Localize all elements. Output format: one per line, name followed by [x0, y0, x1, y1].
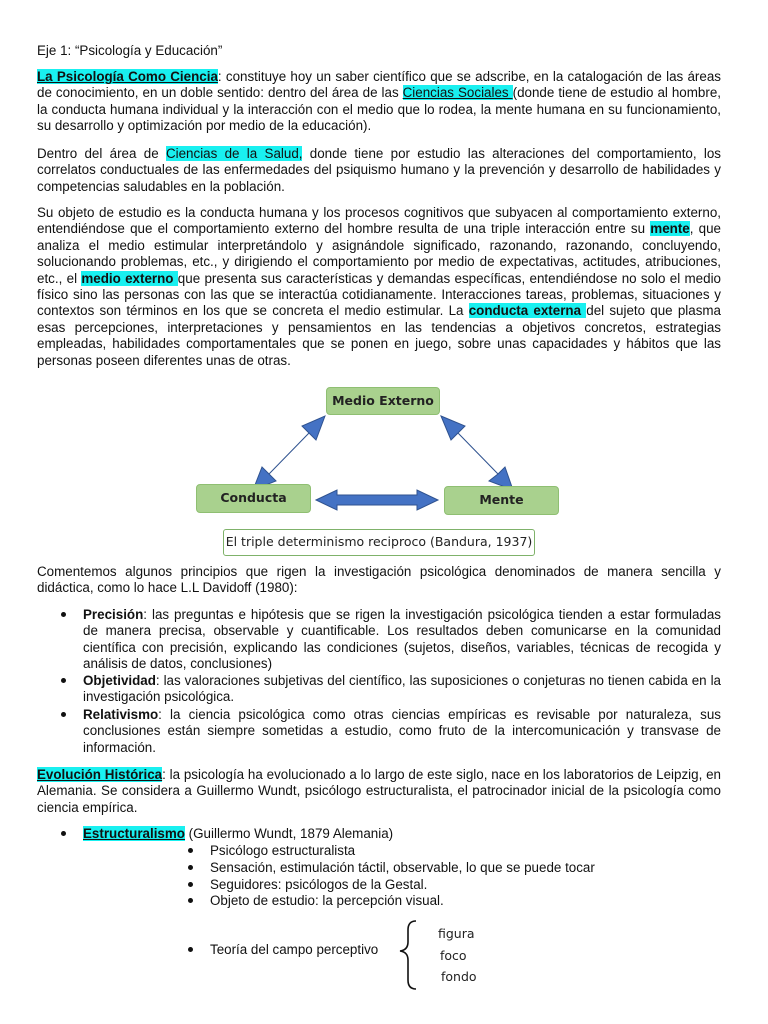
principle-term: Precisión — [83, 607, 144, 622]
sub-item-text: Sensación, estimulación táctil, observable, lo que se puede tocar — [210, 860, 595, 875]
paragraph-text: : constituye hoy un saber científico que se adscribe, en la catalogación de las áreas de conocimiento, en un doble sentido: dentro del área de las — [37, 69, 721, 101]
bullet-icon — [61, 612, 66, 617]
paragraph-text: donde tiene por estudio las alteraciones del comportamiento, los correlatos conductuales de las enfermedades del psiquismo humano y la prevención y desarrollo de habilidades y competencias saludables en la población. — [37, 146, 721, 194]
brace-item-foco: foco — [440, 948, 467, 963]
page-heading: Eje 1: “Psicología y Educación” — [37, 43, 223, 58]
arrow-conducta-medio — [253, 416, 325, 490]
sub-item-text: Psicólogo estructuralista — [210, 843, 356, 858]
principle-text: : la ciencia psicológica como otras ciencias empíricas es revisable por naturaleza, sus conclusiones están siempre sometidas a estudio, como fruto de la intercomunicación y transvase de información. — [83, 707, 721, 755]
brace-item-fondo: fondo — [441, 969, 477, 984]
node-medio-externo: Medio Externo — [326, 387, 440, 415]
sub-item-theory — [210, 942, 378, 958]
term-mente: mente — [650, 221, 690, 237]
paragraph-evolucion — [37, 767, 721, 816]
sub-item — [210, 860, 595, 876]
bullet-icon — [188, 898, 193, 903]
paragraph-text: que presenta sus características y demandas específicas, entendiéndose no solo el medio físico sino las personas con las que se interactúa cotidianamente. Interacciones tareas, problemas, situaciones y contextos son términos en los que se concreta el medio estimular. La — [37, 270, 722, 319]
paragraph-text: Dentro del área de — [37, 146, 166, 161]
sub-item — [210, 877, 427, 893]
paragraph-text: , que analiza el medio estimular interpretándolo y asignándole significado, razonando, razonando, concluyendo, solucionando problemas, etc., y dirigiendo el comportamiento por medio de expectativas, actitudes, atribuciones, etc., el — [37, 221, 721, 286]
term-ciencias-salud: Ciencias de la Salud, — [165, 146, 303, 161]
term-psicologia-ciencia: La Psicología Como Ciencia — [37, 69, 218, 84]
bullet-icon — [188, 947, 193, 952]
estructuralismo-item — [83, 826, 721, 842]
term-medio-externo: medio externo — [81, 270, 178, 286]
sub-item — [210, 893, 444, 909]
paragraph-principios: Comentemos algunos principios que rigen la investigación psicológica denominados de manera sencilla y didáctica, como lo hace L.L Davidoff (1980): — [37, 564, 721, 596]
paragraph-text: Su objeto de estudio es la conducta humana y los procesos cognitivos que subyacen al comportamiento externo, entendiéndose que el comportamiento externo del hombre resulta de una triple interacción entre su — [37, 205, 721, 237]
bullet-icon — [188, 848, 193, 853]
sub-item-text: Teoría del campo perceptivo — [210, 942, 379, 957]
term-estructuralismo: Estructuralismo — [83, 826, 185, 841]
paragraph-text: del sujeto que plasma esas percepciones, interpretaciones y pensamientos en las tendencias a objetivos concretos, estrategias empleadas, habilidades comportamentales que se ponen en juego, sobre unas capacidades y hábitos que las personas poseen diferentes unas de otras. — [37, 303, 721, 368]
principle-relativismo — [83, 707, 721, 756]
arrow-conducta-mente — [316, 490, 438, 510]
bullet-icon — [61, 831, 66, 836]
sub-item — [210, 843, 355, 859]
node-mente: Mente — [444, 486, 559, 515]
arrow-medio-mente — [441, 416, 513, 490]
sub-item-text: Objeto de estudio: la percepción visual. — [210, 893, 444, 908]
bullet-icon — [61, 678, 66, 683]
brace-item-figura: figura — [438, 926, 475, 941]
paragraph-text: (donde tiene de estudio al hombre, la conducta humana individual y la interacción con el medio que lo rodea, la mente humana en su funcionamiento, su desarrollo y optimización por medio de la educación). — [37, 85, 721, 134]
principle-precision — [83, 607, 721, 673]
node-conducta: Conducta — [196, 484, 311, 513]
principle-term: Objetividad — [83, 673, 156, 688]
bullet-icon — [188, 882, 193, 887]
term-ciencias-sociales: Ciencias Sociales — [402, 85, 513, 101]
term-evolucion-historica: Evolución Histórica — [37, 767, 163, 782]
principle-text: : las preguntas e hipótesis que se rigen la investigación psicológica tienden a estar formuladas de manera precisa, observable y cuantificable. Los resultados deben comunicarse en la comunidad científica con precisión, explicando las condiciones (sujetos, diseños, variables, técnicas de recogida y análisis de datos, conclusiones) — [83, 607, 721, 672]
principle-objetividad — [83, 673, 721, 706]
diagram-caption: El triple determinismo reciproco (Bandura, 1937) — [223, 529, 535, 556]
paragraph-text: : la psicología ha evolucionado a lo largo de este siglo, nace en los laboratorios de Leipzig, en Alemania. Se considera a Guillermo Wundt, psicólogo estructuralista, el patrocinador inicial de la psicología como ciencia empírica. — [37, 767, 721, 815]
principle-text: : las valoraciones subjetivas del científico, las suposiciones o conjeturas no tienen cabida en la investigación psicológica. — [83, 673, 721, 705]
term-conducta-externa: conducta externa — [468, 303, 587, 319]
principle-term: Relativismo — [83, 707, 159, 722]
bullet-icon — [61, 712, 66, 717]
sub-item-text: Seguidores: psicólogos de la Gestal. — [210, 877, 428, 892]
estructuralismo-text: (Guillermo Wundt, 1879 Alemania) — [184, 826, 394, 841]
bullet-icon — [188, 865, 193, 870]
